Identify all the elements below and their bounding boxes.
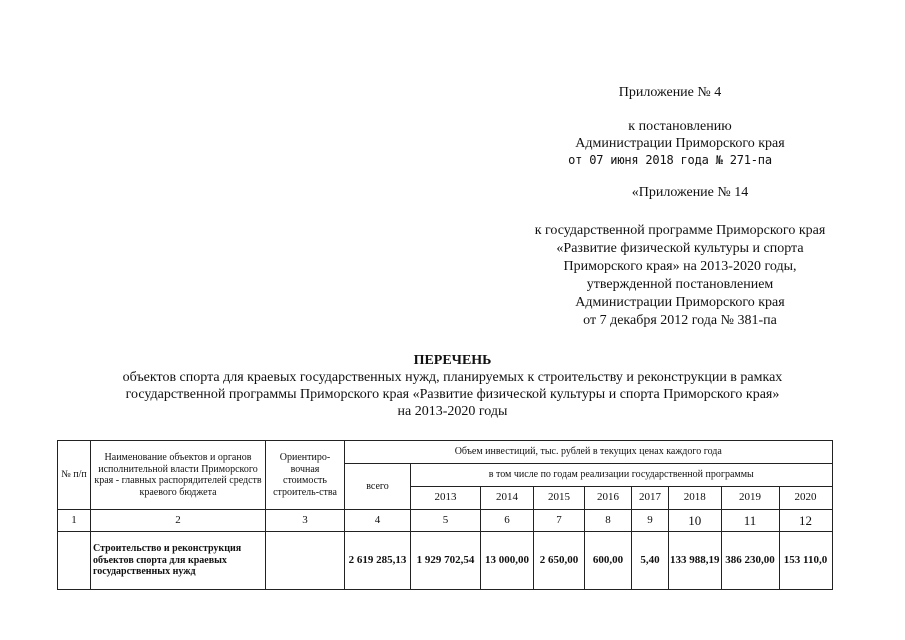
- index-cell: 9: [632, 510, 669, 532]
- header-year: 2016: [585, 487, 632, 510]
- program-line-5: Администрации Приморского края: [575, 295, 785, 310]
- document-title: ПЕРЕЧЕНЬ: [413, 353, 492, 368]
- program-line-3: Приморского края» на 2013-2020 годы,: [563, 259, 797, 274]
- index-cell: 3: [266, 510, 345, 532]
- index-cell: 7: [534, 510, 585, 532]
- objects-table: [57, 440, 833, 590]
- to-resolution-label: к постановлению: [628, 119, 732, 134]
- row-value: 2 650,00: [534, 532, 585, 590]
- title-line-3: на 2013-2020 годы: [397, 404, 508, 419]
- appendix-label: Приложение № 4: [618, 85, 722, 100]
- title-line-1: объектов спорта для краевых государственных нужд, планируемых к строительству и реконструкции в рамках: [122, 370, 783, 385]
- header-year: 2020: [779, 487, 832, 510]
- header-name: Наименование объектов и органов исполнительной власти Приморского края - главных распорядителей средств краевого бюджета: [91, 441, 266, 510]
- index-row: [58, 510, 833, 532]
- program-line-4: утвержденной постановлением: [586, 277, 774, 292]
- row-name: Строительство и реконструкция объектов спорта для краевых государственных нужд: [91, 532, 266, 590]
- index-cell: 8: [585, 510, 632, 532]
- header-investment: Объем инвестиций, тыс. рублей в текущих ценах каждого года: [345, 441, 833, 464]
- row-cost: [266, 532, 345, 590]
- row-value: 386 230,00: [721, 532, 779, 590]
- index-cell: 1: [58, 510, 91, 532]
- row-total: 2 619 285,13: [345, 532, 411, 590]
- index-cell: 5: [411, 510, 481, 532]
- header-year: 2013: [411, 487, 481, 510]
- header-year: 2017: [632, 487, 669, 510]
- header-total: всего: [345, 464, 411, 510]
- index-cell: 6: [481, 510, 534, 532]
- index-cell: 12: [779, 510, 832, 532]
- header-year: 2019: [721, 487, 779, 510]
- program-line-6: от 7 декабря 2012 года № 381-па: [583, 313, 777, 328]
- header-cost: Ориентиро-вочная стоимость строитель-ства: [266, 441, 345, 510]
- index-cell: 11: [721, 510, 779, 532]
- row-value: 5,40: [632, 532, 669, 590]
- header-year: 2015: [534, 487, 585, 510]
- row-number: [58, 532, 91, 590]
- row-value: 13 000,00: [481, 532, 534, 590]
- appendix14-label: «Приложение № 14: [631, 185, 749, 200]
- header-year: 2018: [669, 487, 722, 510]
- row-value: 153 110,0: [779, 532, 832, 590]
- table-row: [58, 532, 833, 590]
- header-years-group: в том числе по годам реализации государственной программы: [411, 464, 833, 487]
- title-line-2: государственной программы Приморского края «Развитие физической культуры и спорта Приморского края»: [125, 387, 780, 402]
- row-value: 1 929 702,54: [411, 532, 481, 590]
- index-cell: 4: [345, 510, 411, 532]
- index-cell: 10: [669, 510, 722, 532]
- row-value: 600,00: [585, 532, 632, 590]
- program-line-1: к государственной программе Приморского края: [534, 223, 826, 238]
- resolution-date: от 07 июня 2018 года № 271-па: [568, 153, 772, 167]
- program-line-2: «Развитие физической культуры и спорта: [556, 241, 804, 256]
- index-cell: 2: [91, 510, 266, 532]
- administration-label: Администрации Приморского края: [575, 136, 785, 151]
- header-year: 2014: [481, 487, 534, 510]
- row-value: 133 988,19: [669, 532, 722, 590]
- header-no: № п/п: [58, 441, 91, 510]
